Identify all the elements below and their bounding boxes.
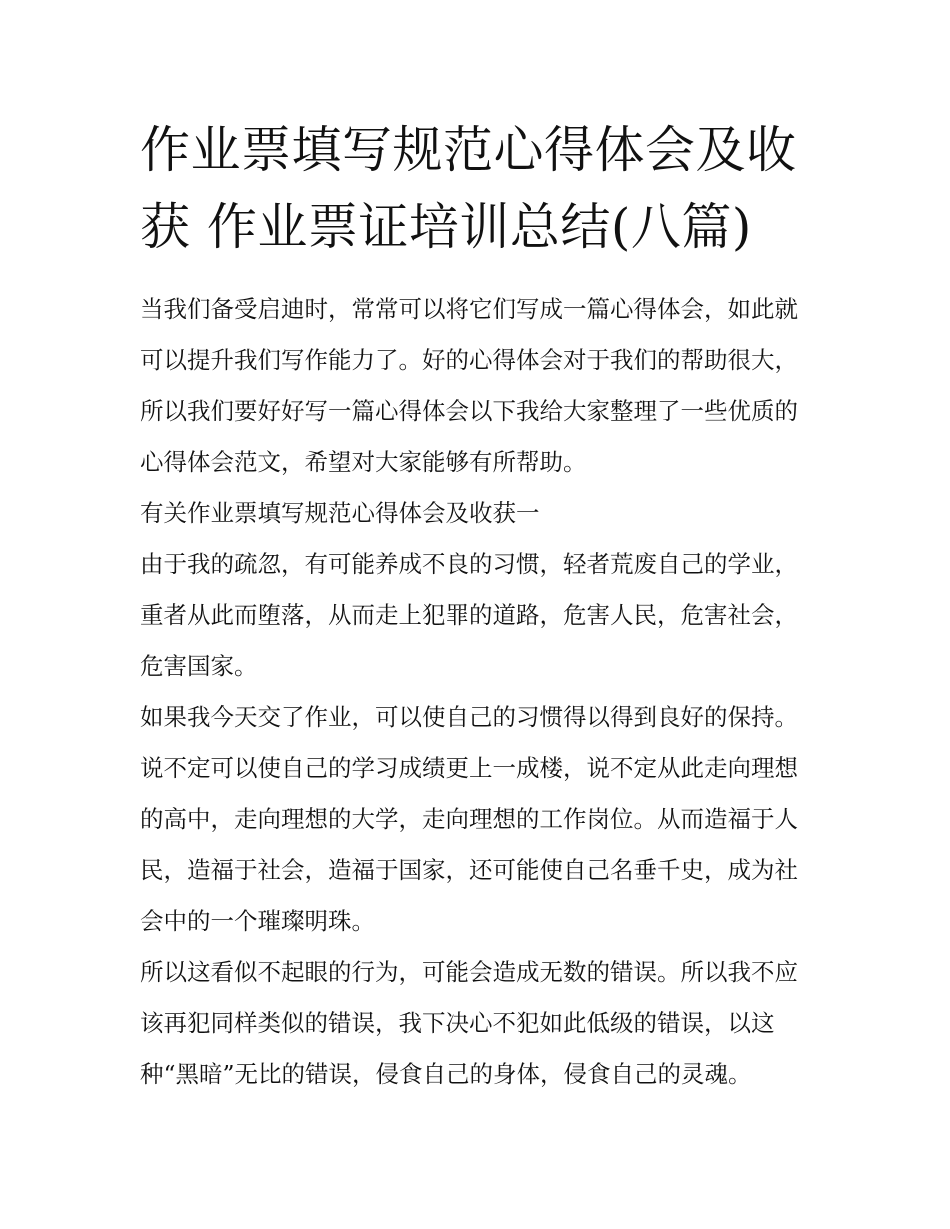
intro-paragraph: 当我们备受启迪时，常常可以将它们写成一篇心得体会，如此就可以提升我们写作能力了。好的心得体会对于我们的帮助很大，所以我们要好好写一篇心得体会以下我给大家整理了一些优质的心得体会范文，希望对大家能够有所帮助。 [140,295,798,476]
body-paragraph: 如果我今天交了作业，可以使自己的习惯得以得到良好的保持。说不定可以使自己的学习成绩更上一成楼，说不定从此走向理想的高中，走向理想的大学，走向理想的工作岗位。从而造福于人民，造福于社会，造福于国家，还可能使自己名垂千史，成为社会中的一个璀璨明珠。 [140,703,798,935]
document-body [140,284,820,1100]
body-paragraph: 所以这看似不起眼的行为，可能会造成无数的错误。所以我不应该再犯同样类似的错误，我下决心不犯如此低级的错误，以这种“黑暗”无比的错误，侵食自己的身体，侵食自己的灵魂。 [140,958,798,1088]
document-title: 作业票填写规范心得体会及收获 作业票证培训总结(八篇) [140,121,797,256]
body-paragraph: 由于我的疏忽，有可能养成不良的习惯，轻者荒废自己的学业，重者从此而堕落，从而走上犯罪的道路，危害人民，危害社会，危害国家。 [140,550,798,680]
document-content [140,112,820,1100]
section-heading: 有关作业票填写规范心得体会及收获一 [140,499,540,527]
